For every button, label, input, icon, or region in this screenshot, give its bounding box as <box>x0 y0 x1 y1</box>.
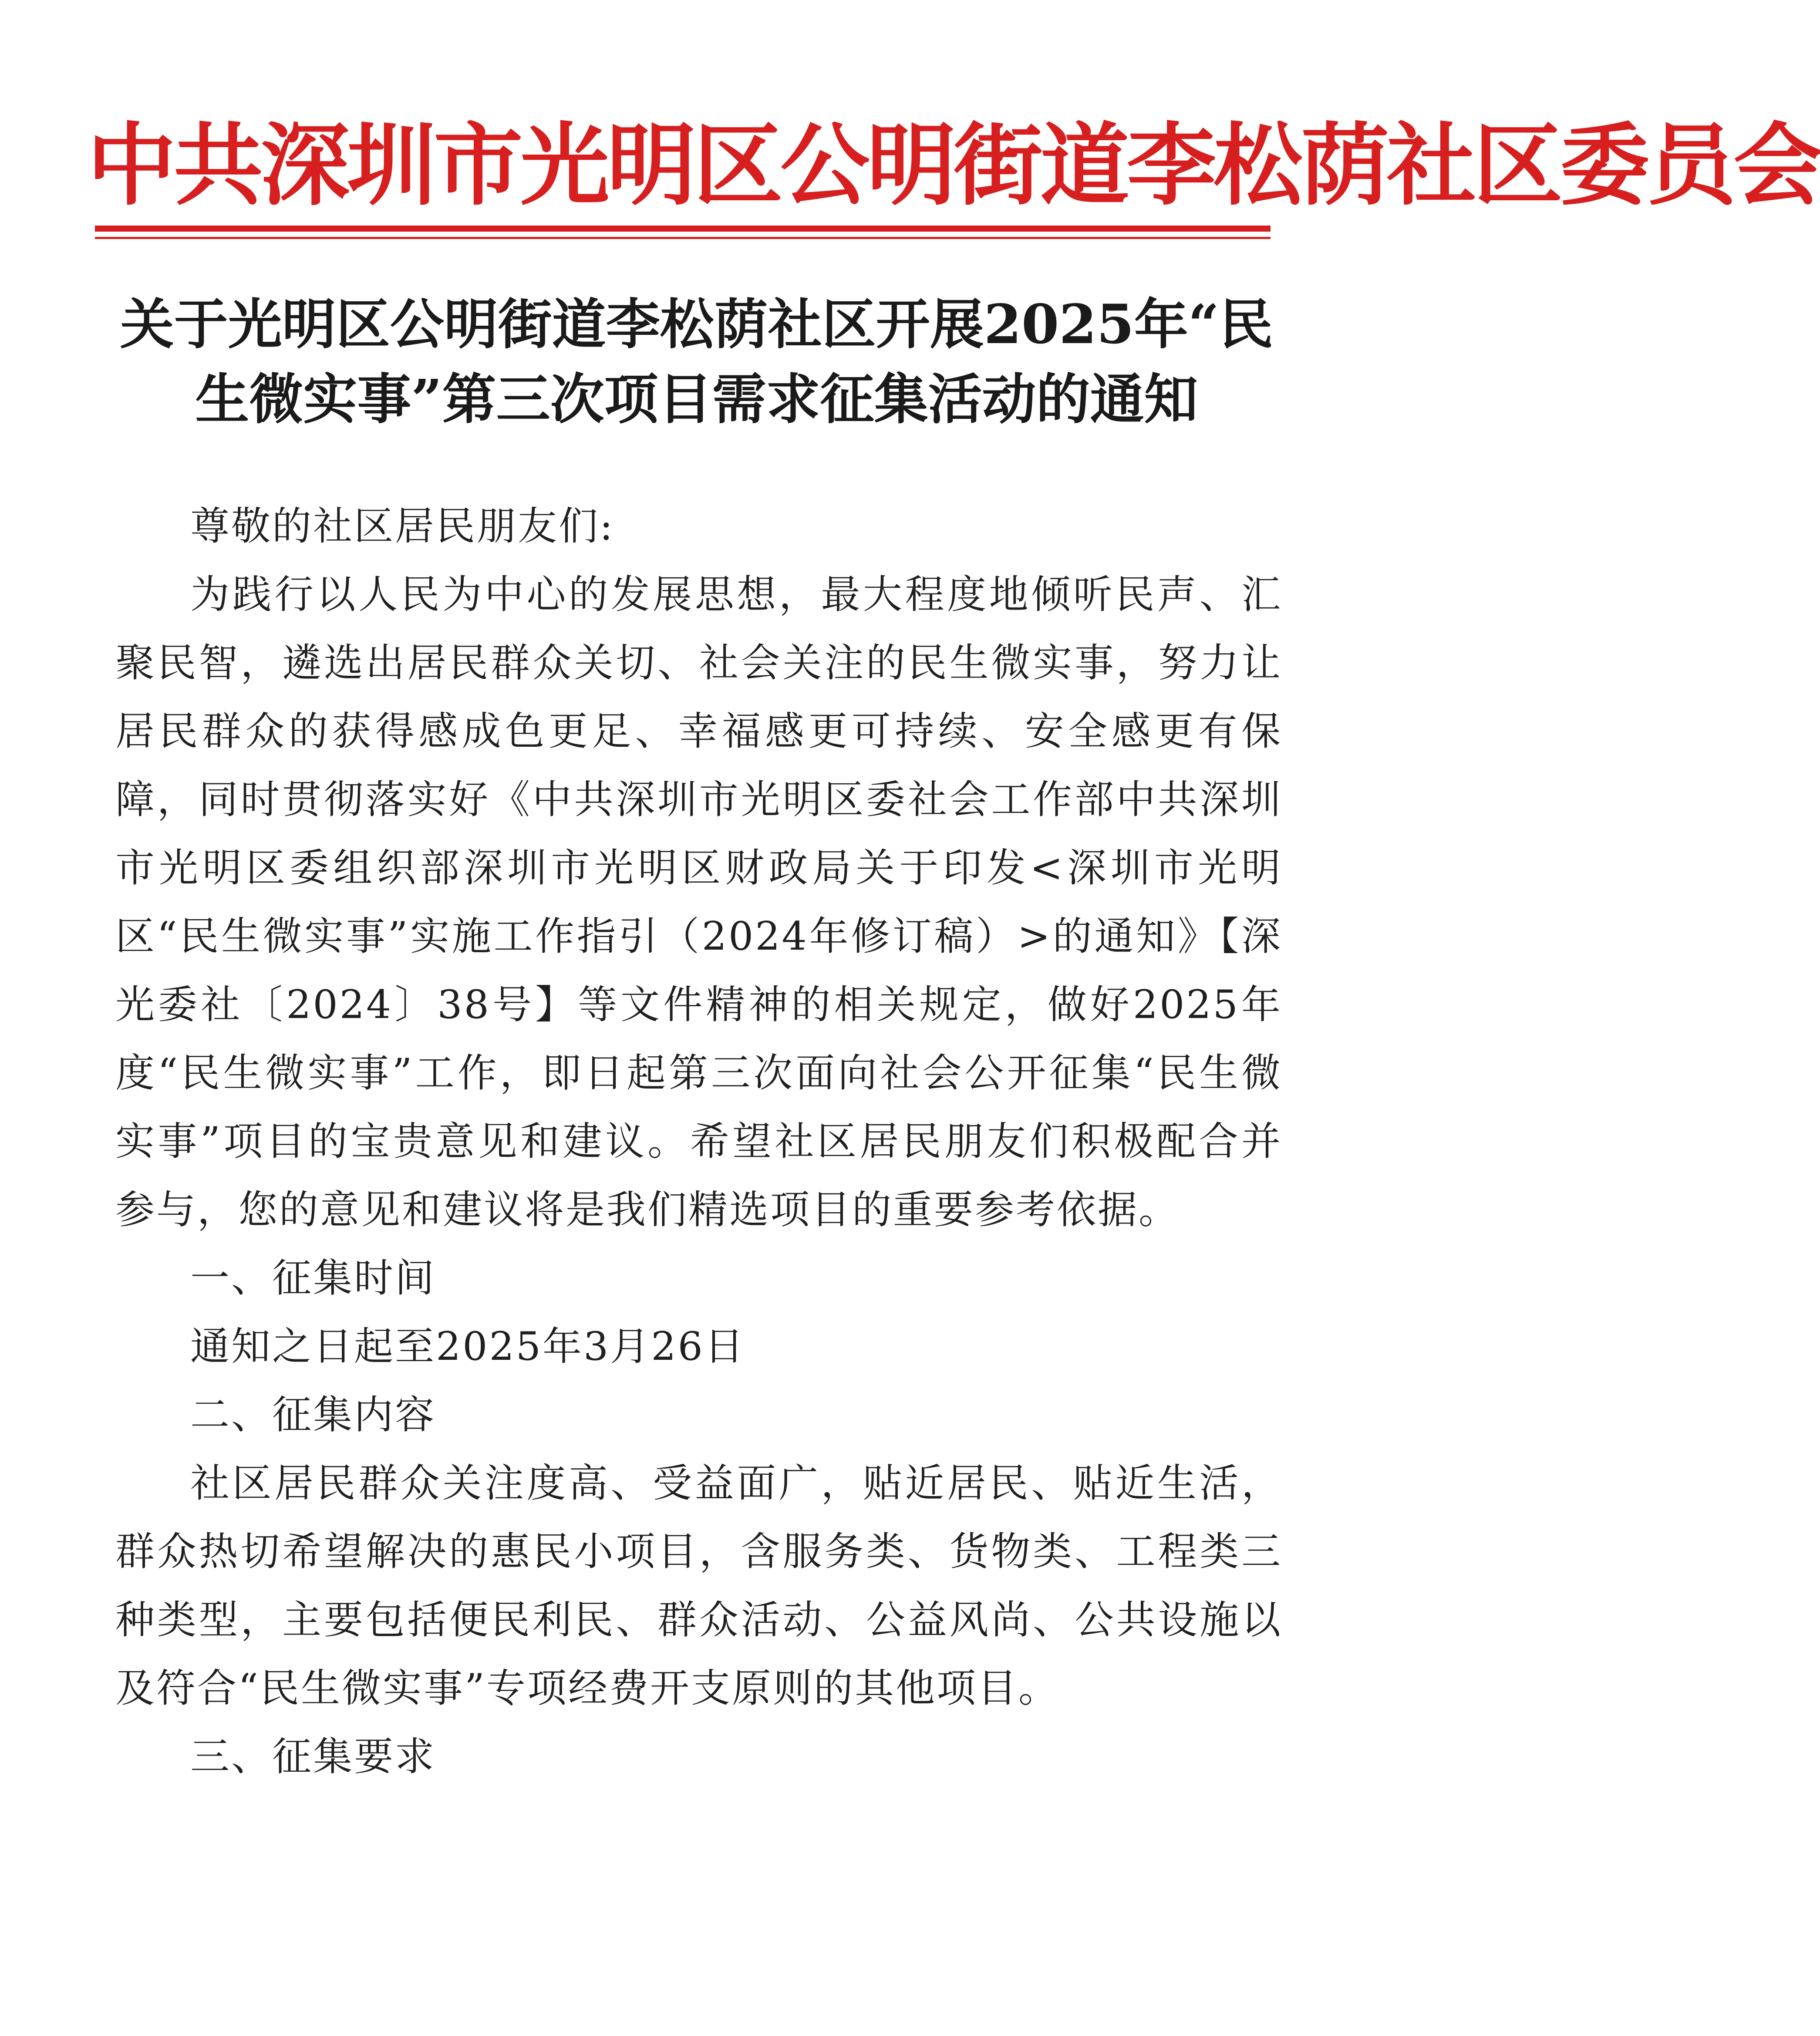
section-1-heading: 一、征集时间 <box>190 1255 436 1301</box>
section-1-text: 通知之日起至2025年3月26日 <box>190 1324 745 1369</box>
intro-paragraph: 为践行以人民为中心的发展思想，最大程度地倾听民声、汇聚民智，遴选出居民群众关切、社会关注的民生微实事，努力让居民群众的获得感成色更足、幸福感更可持续、安全感更有保障，同时贯彻落实好《中共深圳市光明区委社会工作部中共深圳市光明区委组织部深圳市光明区财政局关于印发<深圳市光明区“民生微实事”实施工作指引（2024年修订稿）>的通知》【深光委社〔2024〕38号】等文件精神的相关规定，做好2025年度“民生微实事”工作，即日起第三次面向社会公开征集“民生微实事”项目的宝贵意见和建议。希望社区居民朋友们积极配合并参与，您的意见和建议将是我们精选项目的重要参考依据。 <box>115 572 1282 1233</box>
section-3-heading: 三、征集要求 <box>190 1734 436 1780</box>
notice-body <box>115 492 1282 1791</box>
section-2-heading: 二、征集内容 <box>190 1392 436 1438</box>
masthead-rule-thick <box>95 226 1271 232</box>
section-2-text: 社区居民群众关注度高、受益面广，贴近居民、贴近生活，群众热切希望解决的惠民小项目，含服务类、货物类、工程类三种类型，主要包括便民利民、群众活动、公益风尚、公共设施以及符合“民生微实事”专项经费开支原则的其他项目。 <box>115 1460 1282 1711</box>
masthead-rule-thin <box>95 237 1271 239</box>
notice-title-line-1: 关于光明区公明街道李松荫社区开展2025年“民 <box>120 293 1274 356</box>
notice-title-line-2: 生微实事”第三次项目需求征集活动的通知 <box>195 368 1198 431</box>
notice-title <box>109 287 1284 437</box>
masthead-org-name: 中共深圳市光明区公明街道李松荫社区委员会 <box>87 113 1820 218</box>
salutation: 尊敬的社区居民朋友们: <box>190 503 615 549</box>
